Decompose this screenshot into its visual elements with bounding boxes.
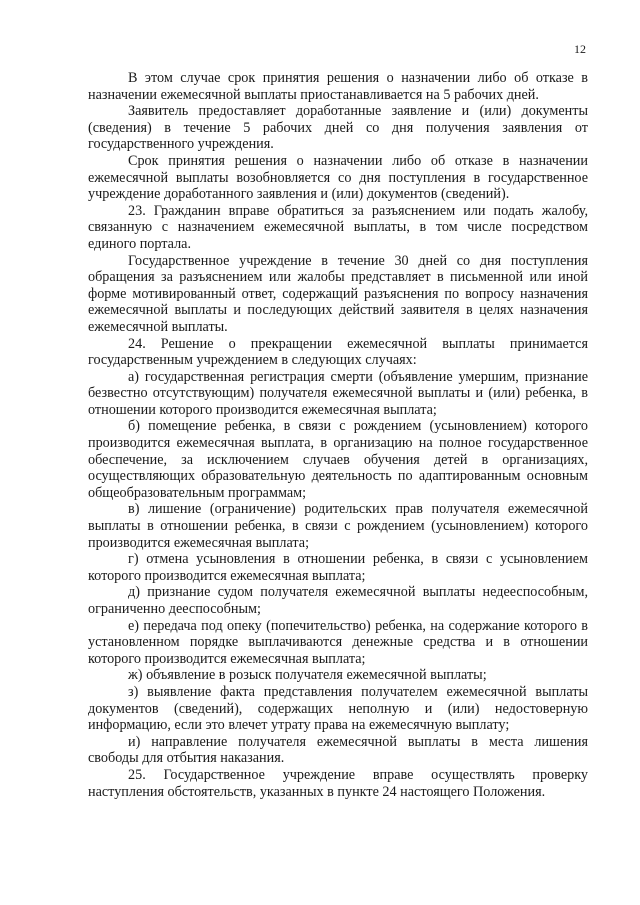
document-text — [88, 70, 588, 800]
list-item-e: е) передача под опеку (попечительство) ребенка, на содержание которого в установленном порядке выплачиваются денежные средства и в отношении которого производится ежемесячная выплата; — [88, 617, 588, 667]
list-item-b: б) помещение ребенка, в связи с рождением (усыновлением) которого производится ежемесячная выплата, в организацию на полное государственное обеспечение, за исключением случаев обучения детей в организациях, осуществляющих образовательную деятельность по адаптированным основным общеобразовательным программам; — [88, 418, 588, 501]
paragraph-suspension-term: В этом случае срок принятия решения о назначении либо об отказе в назначении ежемесячной выплаты приостанавливается на 5 рабочих дней. — [88, 70, 588, 103]
list-item-d: д) признание судом получателя ежемесячной выплаты недееспособным, ограниченно дееспособным; — [88, 584, 588, 617]
paragraph-institution-response: Государственное учреждение в течение 30 дней со дня поступления обращения за разъяснением или жалобы представляет в письменной или иной форме мотивированный ответ, содержащий разъяснения по вопросу назначения ежемесячной выплаты и последующих действий заявителя в целях назначения ежемесячной выплаты. — [88, 252, 588, 335]
list-item-z: з) выявление факта представления получателем ежемесячной выплаты документов (сведений), содержащих неполную и (или) недостоверную информацию, если это влечет утрату права на ежемесячную выплату; — [88, 683, 588, 734]
paragraph-item-23: 23. Гражданин вправе обратиться за разъяснением или подать жалобу, связанную с назначением ежемесячной выплаты, в том числе посредством единого портала. — [88, 202, 588, 252]
paragraph-applicant-resubmission: Заявитель предоставляет доработанные заявление и (или) документы (сведения) в течение 5 рабочих дней со дня получения заявления от государственного учреждения. — [88, 103, 588, 153]
list-item-a: а) государственная регистрация смерти (объявление умершим, признание безвестно отсутствующим) получателя ежемесячной выплаты и (или) ребенка, в отношении которого производится ежемесячная выплата; — [88, 368, 588, 418]
list-item-v: в) лишение (ограничение) родительских прав получателя ежемесячной выплаты в отношении ребенка, в связи с рождением (усыновлением) которого производится ежемесячная выплата; — [88, 501, 588, 551]
page-number: 12 — [574, 42, 586, 56]
list-item-i: и) направление получателя ежемесячной выплаты в места лишения свободы для отбытия наказания. — [88, 733, 588, 767]
paragraph-term-resumption: Срок принятия решения о назначении либо об отказе в назначении ежемесячной выплаты возобновляется со дня поступления в государственное учреждение доработанного заявления и (или) документов (сведений). — [88, 152, 588, 203]
paragraph-item-24: 24. Решение о прекращении ежемесячной выплаты принимается государственным учреждением в следующих случаях: — [88, 335, 588, 369]
list-item-zh: ж) объявление в розыск получателя ежемесячной выплаты; — [128, 667, 487, 684]
paragraph-item-25: 25. Государственное учреждение вправе осуществлять проверку наступления обстоятельств, указанных в пункте 24 настоящего Положения. — [88, 766, 588, 800]
list-item-g: г) отмена усыновления в отношении ребенка, в связи с усыновлением которого производится ежемесячная выплата; — [88, 551, 588, 584]
